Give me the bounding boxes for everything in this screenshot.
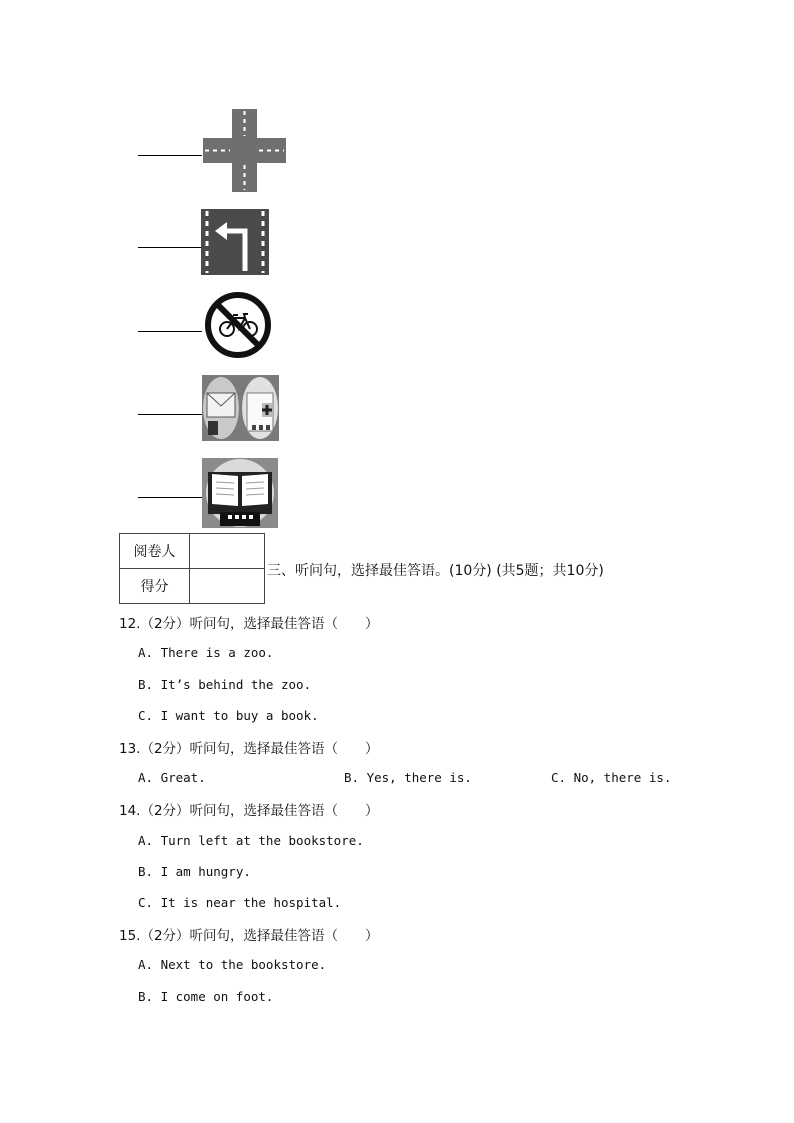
option-a[interactable]: A. Next to the bookstore. xyxy=(138,957,327,972)
option-c[interactable]: C. No, there is. xyxy=(551,770,672,785)
reviewer-field[interactable] xyxy=(190,534,265,569)
answer-blank[interactable] xyxy=(138,155,202,156)
score-table xyxy=(119,533,265,604)
answer-blank[interactable] xyxy=(138,247,202,248)
question-stem: 15.（2分）听问句，选择最佳答语（ ） xyxy=(119,928,379,944)
option-a[interactable]: A. Turn left at the bookstore. xyxy=(138,833,364,848)
option-b[interactable]: B. Yes, there is. xyxy=(344,770,472,785)
answer-blank[interactable] xyxy=(138,414,202,415)
option-c[interactable]: C. I want to buy a book. xyxy=(138,708,319,723)
score-label: 得分 xyxy=(120,569,190,604)
bookstore-icon xyxy=(202,458,278,528)
option-a[interactable]: A. There is a zoo. xyxy=(138,645,274,660)
post-office-hospital-icon xyxy=(202,375,279,441)
question-stem: 14.（2分）听问句，选择最佳答语（ ） xyxy=(119,803,379,819)
section-title: 三、听问句，选择最佳答语。(10分) (共5题；共10分) xyxy=(267,563,604,579)
question-stem: 12.（2分）听问句，选择最佳答语（ ） xyxy=(119,616,379,632)
answer-blank[interactable] xyxy=(138,331,202,332)
option-b[interactable]: B. I come on foot. xyxy=(138,989,274,1004)
turn-left-icon xyxy=(201,209,269,275)
score-field[interactable] xyxy=(190,569,265,604)
option-b[interactable]: B. I am hungry. xyxy=(138,864,251,879)
crossroads-icon xyxy=(203,109,286,192)
answer-blank[interactable] xyxy=(138,497,202,498)
reviewer-label: 阅卷人 xyxy=(120,534,190,569)
question-stem: 13.（2分）听问句，选择最佳答语（ ） xyxy=(119,741,379,757)
option-a[interactable]: A. Great. xyxy=(138,770,206,785)
option-b[interactable]: B. It’s behind the zoo. xyxy=(138,677,312,692)
option-c[interactable]: C. It is near the hospital. xyxy=(138,895,342,910)
no-bicycles-icon xyxy=(203,291,273,359)
